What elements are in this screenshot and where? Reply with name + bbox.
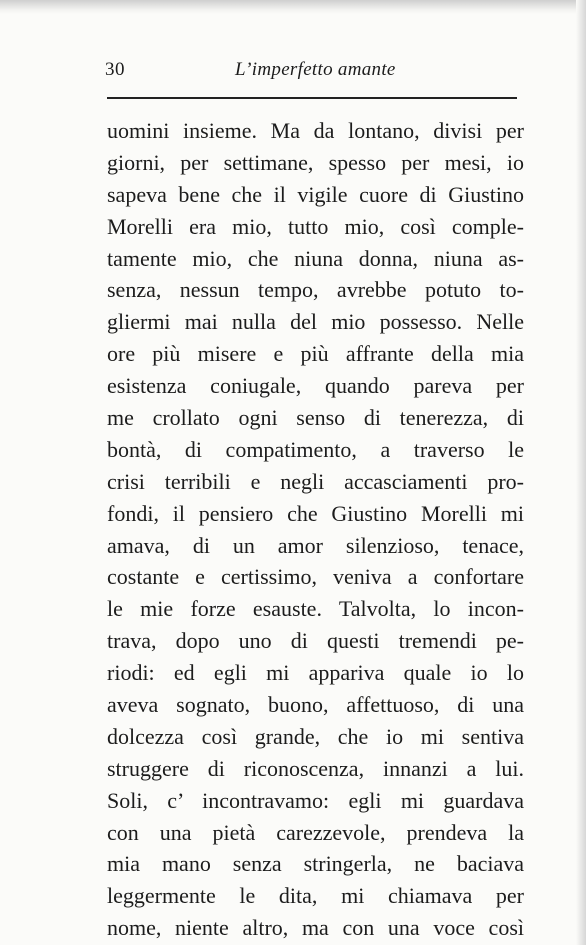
header-rule	[107, 97, 517, 99]
text-line: amava, di un amor silenzioso, tenace,	[107, 532, 524, 558]
page-top-edge	[0, 0, 586, 14]
text-line: esistenza coniugale, quando pareva per	[107, 373, 524, 399]
text-line: fondi, il pensiero che Giustino Morelli mi	[107, 500, 524, 526]
text-line: gliermi mai nulla del mio possesso. Nelle	[107, 309, 524, 335]
body-text	[107, 115, 524, 944]
text-line: Soli, c’ incontravamo: egli mi guardava	[107, 787, 524, 813]
text-line: leggermente le dita, mi chiamava per	[107, 883, 524, 909]
text-line: sapeva bene che il vigile cuore di Giustino	[107, 181, 524, 207]
page-right-edge	[576, 0, 586, 945]
text-line: costante e certissimo, veniva a confortare	[107, 564, 524, 590]
text-line: trava, dopo uno di questi tremendi pe-	[107, 628, 524, 654]
text-line: dolcezza così grande, che io mi sentiva	[107, 723, 524, 749]
running-title: L’imperfetto amante	[235, 59, 396, 80]
page-header	[105, 59, 519, 93]
text-line: me crollato ogni senso di tenerezza, di	[107, 405, 524, 431]
text-line: crisi terribili e negli accasciamenti pro-	[107, 468, 524, 494]
text-line: bontà, di compatimento, a traverso le	[107, 436, 524, 462]
text-line: aveva sognato, buono, affettuoso, di una	[107, 692, 524, 718]
text-line: giorni, per settimane, spesso per mesi, io	[107, 149, 524, 175]
text-line: nome, niente altro, ma con una voce così	[107, 915, 524, 941]
page-number: 30	[105, 59, 125, 80]
text-line: ore più misere e più affrante della mia	[107, 341, 524, 367]
text-line: uomini insieme. Ma da lontano, divisi per	[107, 118, 524, 143]
text-line: riodi: ed egli mi appariva quale io lo	[107, 660, 524, 686]
text-line: tamente mio, che niuna donna, niuna as-	[107, 245, 524, 271]
text-line: mia mano senza stringerla, ne baciava	[107, 851, 524, 877]
text-line: le mie forze esauste. Talvolta, lo incon-	[107, 596, 524, 622]
text-line: Morelli era mio, tutto mio, così comple-	[107, 213, 524, 239]
text-line: struggere di riconoscenza, innanzi a lui.	[107, 755, 524, 781]
text-line: senza, nessun tempo, avrebbe potuto to-	[107, 277, 524, 303]
text-line: con una pietà carezzevole, prendeva la	[107, 819, 524, 845]
